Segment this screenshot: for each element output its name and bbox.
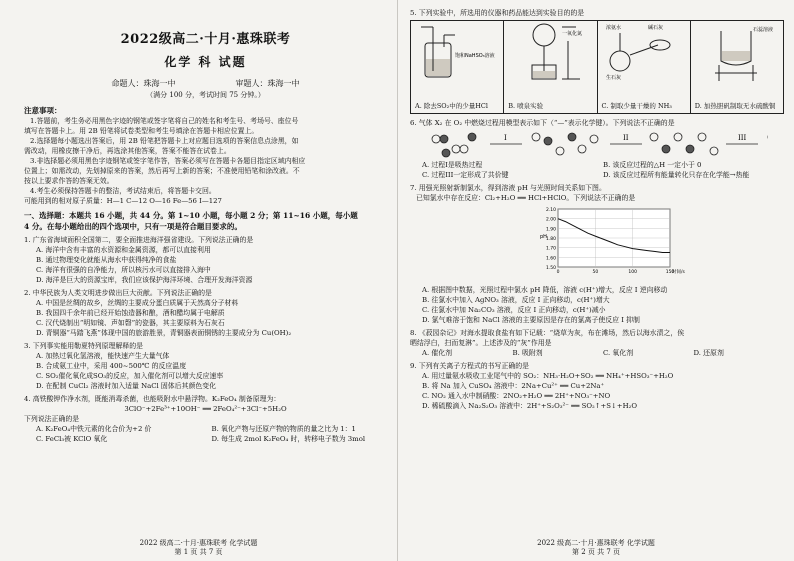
reviewer-label: 审题人：珠海一中 — [235, 79, 300, 88]
step-label: II — [623, 134, 629, 142]
notice-heading: 注意事项： — [24, 106, 62, 115]
option-caption: B. 喷泉实验 — [508, 102, 544, 110]
reagent-label: 碱石灰 — [647, 25, 663, 31]
option: D. 在配制 CuCl₂ 溶液时加入适量 NaCl 固体后其颜色变化 — [36, 382, 217, 390]
page-footer — [0, 539, 397, 557]
question-3: 3. 下列事实能用勒夏特列原理解释的是 — [24, 342, 144, 350]
reagent-label: 饱和NaHSO₃溶液 — [455, 53, 495, 59]
option: C. 海洋有很强的自净能力，所以核污水可以直接排入海中 — [36, 266, 211, 274]
notice-line: 3.非选择题必须用黑色字迹钢笔或签字笔作答，答案必须写在答题卡各题目指定区域内相应 — [30, 157, 306, 165]
options-row — [410, 160, 784, 170]
section-heading: 一、选择题：本题共 16 小题，共 44 分。第 1~10 小题，每小题 2 分；第 11~16 小题，每小题 — [24, 211, 358, 220]
option: C. NO₂ 通入水中制硝酸：2NO₂+H₂O ══ 2H⁺+NO₃⁻+NO — [422, 392, 611, 400]
question-4: 4. 高铁酸钾作净水剂，既能消毒杀菌，也能吸附水中悬浮物。K₂FeO₄ 制备原理为： — [24, 395, 281, 403]
exam-title: 2022级高二·十月·惠珠联考 — [120, 32, 291, 47]
options-row — [410, 170, 784, 180]
question-2: 2. 中华民族为人类文明进步做出巨大贡献。下列说法正确的是 — [24, 289, 212, 297]
option: A. 用过量氨水吸收工业尾气中的 SO₂：NH₃·H₂O+SO₂ ══ NH₄⁺+HSO₃⁻+H₂O — [422, 372, 674, 380]
option: C. 往氯水中加 Na₂CO₃ 溶液，反应 I 正向移动，c(H⁺)减小 — [422, 306, 606, 314]
question-7: 7. 用强光照射新制氯水，得到溶液 pH 与光照时间关系如下图。 — [410, 184, 606, 192]
y-tick-label: 1.80 — [545, 237, 556, 242]
option: B. 氧化产物与还原产物的物质的量之比为 1：1 — [211, 425, 356, 433]
question-9: 9. 下列有关离子方程式的书写正确的是 — [410, 362, 530, 370]
ph-chart-svg — [536, 205, 686, 281]
option: B. 往氯水中加入 AgNO₃ 溶液，反应 I 正向移动，c(H⁺)增大 — [422, 296, 610, 304]
option: A. 根据图中数据，光照过程中氯水 pH 降低，溶液 c(H⁺)增大，反应 I 逆向移动 — [422, 286, 668, 294]
footer-title: 2022 级高二·十月·惠珠联考 化学试题 — [139, 539, 258, 547]
y-tick-label: 1.90 — [545, 227, 556, 233]
y-tick-label: 1.60 — [545, 256, 556, 262]
y-tick-label: 2.10 — [545, 208, 556, 213]
option: B. 通过物理变化就能从海水中获得纯净的食盐 — [36, 256, 177, 264]
reagent-label: 生石灰 — [605, 75, 621, 81]
option: A. 催化剂 — [422, 349, 453, 357]
apparatus-a — [411, 21, 504, 113]
apparatus-b — [504, 21, 597, 113]
option: B. 我国四千余年前已经开始蚀造器和酿，酒和醋均属于电解质 — [36, 309, 225, 317]
option: D. 氯气难溶于饱和 NaCl 溶液的主要原因是存在的氯离子使反应 I 抑制 — [422, 316, 640, 324]
footer-title: 2022 级高二·十月·惠珠联考 化学试题 — [537, 539, 655, 547]
apparatus-c — [598, 21, 691, 113]
option: D. 每生成 2mol K₂FeO₄ 时，转移电子数为 3mol — [211, 435, 366, 443]
option: D. 还原剂 — [693, 349, 724, 357]
option: B. 合成氨工业中，采用 400~500℃ 的反应温度 — [36, 362, 187, 370]
option-caption: C. 制取少量干燥的 NH₃ — [601, 102, 672, 110]
equation: 3ClO⁻+2Fe³⁺+10OH⁻ ══ 2FeO₄²⁻+3Cl⁻+5H₂O — [124, 405, 287, 413]
footer-page: 第 2 页 共 7 页 — [571, 548, 621, 556]
question-7-b: 已知氯水中存在反应：Cl₂+H₂O ══ HCl+HClO。下列说法不正确的是 — [416, 194, 636, 202]
author-label: 命题人：珠海一中 — [111, 79, 176, 88]
option: B. 将 Na 加入 CuSO₄ 溶液中：2Na+Cu²⁺ ══ Cu+2Na⁺ — [422, 382, 605, 390]
ammonia-prep-illustration — [598, 21, 691, 83]
page-2 — [397, 0, 794, 561]
y-tick-label: 2.00 — [545, 217, 556, 223]
notice-line: 需改动，用橡皮擦干净后，再选涂其他答案，答案不能答在试卷上。 — [24, 147, 231, 155]
option: A. 中国是丝绸的故乡，丝绸的主要成分蛋白质属于天然高分子材料 — [36, 299, 239, 307]
option: A. K₂FeO₄中铁元素的化合价为+2 价 — [36, 425, 152, 433]
x-axis-label: 时间/s — [672, 270, 685, 275]
option: D. 海洋是巨大的资源宝库，我们应该保护海洋环境、合理开发海洋资源 — [36, 276, 253, 284]
option: D. 稀硫酸滴入 Na₂S₂O₃ 溶液中：2H⁺+S₂O₃²⁻ ══ SO₂↑+S↓+H₂O — [422, 402, 637, 410]
atomic-mass-line: 可能用到的相对原子质量：H—1 C—12 O—16 Fe—56 I—127 — [24, 197, 222, 205]
option: C. FeCl₃被 KClO 氧化 — [36, 435, 108, 443]
question-4-sub: 下列说法正确的是 — [24, 415, 80, 423]
fountain-illustration — [504, 21, 597, 83]
question-8: 8. 《菽园杂记》对海水提取食盐有如下记载：“烧草为灰，布在滩场，然后以海水渍之，俟 — [410, 329, 685, 337]
x-tick-label: 100 — [628, 270, 637, 275]
question-6: 6. 气体 X₂ 在 O₂ 中燃烧过程用模型表示如下（“—”表示化学键）。下列说法不正确的是 — [410, 119, 675, 127]
option: D. 该反应过程所有能量转化只存在化学能→热能 — [603, 171, 750, 179]
x-tick-label: 0 — [556, 270, 560, 275]
apparatus-table — [410, 20, 784, 114]
authors-row — [24, 78, 387, 90]
notice-line: 位置上；如需改动，先划掉原来的答案，然后再写上新的答案；不准使用铅笔和涂改液。不 — [24, 167, 300, 175]
page-footer — [398, 539, 794, 557]
notice-line: 1.答题前，考生务必用黑色字迹的钢笔或签字笔将自己的姓名和考生号、考场号、座位号 — [30, 117, 299, 125]
option: A. 加热过氧化氢溶液，能快速产生大量气体 — [36, 352, 170, 360]
y-axis-label: pH — [540, 234, 547, 240]
footer-page: 第 1 页 共 7 页 — [174, 548, 223, 556]
options-row — [24, 424, 387, 434]
step-label: III — [738, 134, 747, 142]
option: A. 海洋中含有丰富的水资源和金属资源，都可以直接利用 — [36, 246, 211, 254]
y-tick-label: 1.50 — [545, 266, 556, 271]
step-label: I — [504, 134, 507, 142]
apparatus-d — [691, 21, 783, 113]
y-tick-label: 1.70 — [545, 246, 556, 252]
option-caption: A. 除去SO₂中的少量HCl — [415, 102, 488, 110]
option: A. 过程I是吸热过程 — [422, 161, 483, 169]
score-note: （满分 100 分，考试时间 75 分钟。） — [146, 91, 265, 99]
x-tick-label: 150 — [665, 270, 675, 275]
notice-line: 填写在答题卡上。用 2B 铅笔将试卷类型和考生号填涂在答题卡相应位置上。 — [24, 127, 259, 135]
exam-subtitle: 化学 科 试题 — [164, 55, 247, 69]
molecule-model-svg — [426, 129, 768, 159]
heating-illustration — [691, 21, 784, 83]
option: B. 该反应过程的△H 一定小于 0 — [603, 161, 702, 169]
option: C. SO₂催化氧化成SO₃的反应，加入催化剂可以增大反应速率 — [36, 372, 224, 380]
reagent-label: 石蕊溶液 — [752, 27, 773, 33]
option: B. 吸附剂 — [512, 349, 543, 357]
notice-line: 2.选择题每小题选出答案后，用 2B 铅笔把答题卡上对应题目选项的答案信息点涂黑，如 — [30, 137, 299, 145]
option: C. 氧化剂 — [603, 349, 634, 357]
x-tick-label: 50 — [592, 270, 599, 275]
reagent-label: 浓氨水 — [605, 25, 621, 31]
option: C. 过程III一定形成了共价键 — [422, 171, 509, 179]
question-1: 1. 广东省海域面积全国第二，要全面推进海洋强省建设。下列说法正确的是 — [24, 236, 254, 244]
option: D. 青铜器“马踏飞燕”体现中国的旅游胜景，青铜器表面铜锈的主要成分为 Cu(OH)₂ — [36, 329, 292, 337]
option-caption: D. 加热胆矾制取无水硫酸铜 — [694, 102, 776, 110]
section-heading-cont: 4 分。在每小题给出的四个选项中，只有一项是符合题目要求的。 — [24, 222, 242, 231]
ph-chart — [536, 205, 784, 285]
reagent-label: 一氧化氮 — [562, 31, 583, 37]
wash-bottle-illustration — [411, 21, 504, 83]
question-5: 5. 下列实验中，所选用的仪器和药品能达到实验目的的是 — [410, 9, 585, 17]
options-row — [24, 434, 387, 444]
option: C. 汉代烧制出“明如镜、声如磬”的瓷器，其主要原料为石灰石 — [36, 319, 225, 327]
notice-line: 按以上要求作答的答案无效。 — [24, 177, 114, 185]
options-row — [410, 348, 784, 358]
molecule-model-diagram — [410, 128, 784, 160]
notice-line: 4.考生必须保持答题卡的整洁，考试结束后，将答题卡交回。 — [30, 187, 216, 195]
question-8-b: 晒结浮白，扫而复淋”。上述涉及的“灰”作用是 — [410, 339, 552, 347]
